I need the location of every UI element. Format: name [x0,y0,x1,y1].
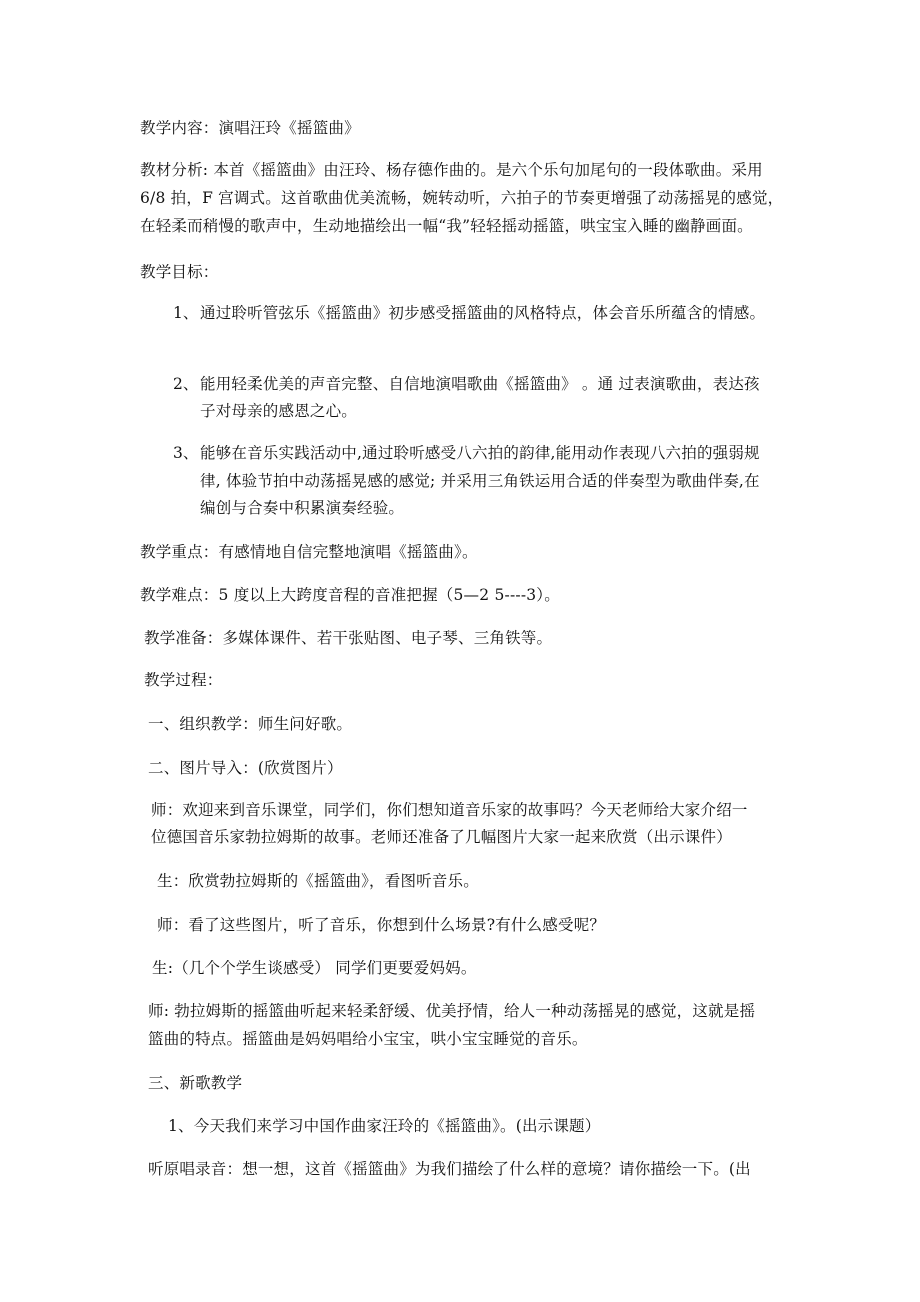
goals-title: 教学目标： [140,263,219,281]
goal-2-line-1: 能用轻柔优美的声音完整、自信地演唱歌曲《摇篮曲》 。通 过表演歌曲，表达孩 [200,375,760,393]
key-point: 教学重点：有感情地自信完整地演唱《摇篮曲》。 [140,543,478,561]
analysis-line-3: 在轻柔而稍慢的歌声中，生动地描绘出一幅“我”轻轻摇动摇篮，哄宝宝入睡的幽静画面。 [140,217,753,235]
goal-3-line-1: 能够在音乐实践活动中,通过聆听感受八六拍的韵律,能用动作表现八六拍的强弱规 [200,444,760,462]
teacher-3-line-1: 师: 勃拉姆斯的摇篮曲听起来轻柔舒缓、优美抒情，给人一种动荡摇晃的感觉，这就是摇 [148,1002,756,1020]
goal-1-number: 1、 [173,304,199,322]
preparation: 教学准备：多媒体课件、若干张贴图、电子琴、三角铁等。 [144,629,553,647]
goal-2-number: 2、 [173,375,199,393]
difficulty: 教学难点：5 度以上大跨度音程的音准把握（5—2 5----3）。 [140,586,560,604]
process-title: 教学过程： [144,671,223,689]
teacher-3-line-2: 篮曲的特点。摇篮曲是妈妈唱给小宝宝，哄小宝宝睡觉的音乐。 [148,1030,588,1048]
goal-3-line-2: 律, 体验节拍中动荡摇晃感的感觉; 并采用三角铁运用合适的伴奏型为歌曲伴奏,在 [200,472,760,490]
goal-2-line-2: 子对母亲的感恩之心。 [200,402,358,420]
teacher-1-line-1: 师：欢迎来到音乐课堂，同学们，你们想知道音乐家的故事吗？今天老师给大家介绍一 [151,801,748,819]
student-1: 生：欣赏勃拉姆斯的《摇篮曲》，看图听音乐。 [157,872,479,890]
student-2: 生:（几个个学生谈感受） 同学们更要爱妈妈。 [152,959,477,977]
listen-recording: 听原唱录音：想一想，这首《摇篮曲》为我们描绘了什么样的意境？请你描绘一下。(出 [148,1160,751,1178]
step-3: 三、新歌教学 [148,1074,243,1092]
goal-3-number: 3、 [173,444,199,462]
step-3-item-1: 1、今天我们来学习中国作曲家汪玲的《摇篮曲》。(出示课题） [168,1117,601,1135]
teacher-2: 师：看了这些图片，听了音乐，你想到什么场景?有什么感受呢？ [157,916,606,934]
teacher-1-line-2: 位德国音乐家勃拉姆斯的故事。老师还准备了几幅图片大家一起来欣赏（出示课件） [151,828,732,846]
analysis-line-1: 教材分析: 本首《摇篮曲》由汪玲、杨存德作曲的。是六个乐句加尾句的一段体歌曲。采用 [140,161,763,179]
goal-1-line-1: 通过聆听管弦乐《摇篮曲》初步感受摇篮曲的风格特点，体会音乐所蕴含的情感。 [200,304,766,322]
step-2: 二、图片导入：(欣赏图片） [148,759,343,777]
analysis-line-2: 6/8 拍，F 宫调式。这首歌曲优美流畅，婉转动听，六拍子的节奏更增强了动荡摇晃的感觉， [140,189,784,207]
teaching-content: 教学内容：演唱汪玲《摇篮曲》 [140,119,360,137]
step-1: 一、组织教学：师生问好歌。 [148,715,353,733]
goal-3-line-3: 编创与合奏中积累演奏经验。 [200,499,405,517]
